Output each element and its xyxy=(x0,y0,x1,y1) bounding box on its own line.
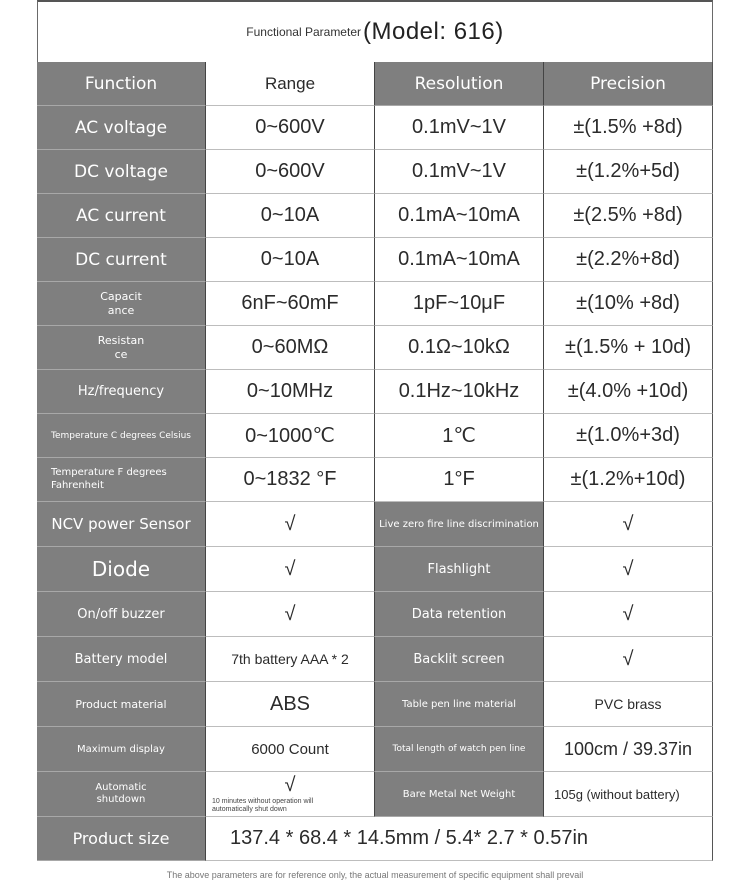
range-value: 0~10A xyxy=(206,194,375,238)
precision-value: ±(10% +8d) xyxy=(544,282,713,326)
header-range: Range xyxy=(206,62,375,106)
feature-label: Product material xyxy=(37,682,206,727)
range-value: 0~10MHz xyxy=(206,370,375,414)
resolution-value: 0.1mA~10mA xyxy=(375,194,544,238)
product-size-row xyxy=(37,817,713,861)
row-label: Resistan ce xyxy=(37,326,206,370)
row-label: Hz/frequency xyxy=(37,370,206,414)
precision-value: ±(1.0%+3d) xyxy=(544,414,713,458)
model-name: (Model: 616) xyxy=(363,18,504,45)
row-label: DC current xyxy=(37,238,206,282)
resolution-value: 0.1Ω~10kΩ xyxy=(375,326,544,370)
feature-row xyxy=(37,547,713,592)
feature-label: On/off buzzer xyxy=(37,592,206,637)
resolution-value: 1pF~10μF xyxy=(375,282,544,326)
disclaimer-footer: The above parameters are for reference only, the actual measurement of specific equipment shall prevail xyxy=(166,870,584,880)
row-label: Capacit ance xyxy=(37,282,206,326)
feature-row xyxy=(37,772,713,817)
resolution-value: 0.1mV~1V xyxy=(375,106,544,150)
feature-label: Automatic shutdown xyxy=(37,772,206,817)
range-value: 0~1832 °F xyxy=(206,458,375,502)
row-label: Temperature F degrees Fahrenheit xyxy=(37,458,206,502)
header-resolution: Resolution xyxy=(375,62,544,106)
table-row xyxy=(37,370,713,414)
feature-label: Battery model xyxy=(37,637,206,682)
pen-length-value: 100cm / 39.37in xyxy=(544,727,713,772)
check-icon: √ xyxy=(544,592,713,637)
row-label: Temperature C degrees Celsius xyxy=(37,414,206,458)
range-value: 0~60MΩ xyxy=(206,326,375,370)
table-row xyxy=(37,150,713,194)
feature-label: Bare Metal Net Weight xyxy=(375,772,544,817)
product-size-value: 137.4 * 68.4 * 14.5mm / 5.4* 2.7 * 0.57in xyxy=(206,817,713,861)
pen-material-value: PVC brass xyxy=(544,682,713,727)
feature-row xyxy=(37,592,713,637)
feature-label: Flashlight xyxy=(375,547,544,592)
feature-label: Live zero fire line discrimination xyxy=(375,502,544,547)
range-value: 0~10A xyxy=(206,238,375,282)
feature-label: NCV power Sensor xyxy=(37,502,206,547)
precision-value: ±(1.5% +8d) xyxy=(544,106,713,150)
resolution-value: 0.1Hz~10kHz xyxy=(375,370,544,414)
precision-value: ±(1.2%+10d) xyxy=(544,458,713,502)
header-function: Function xyxy=(37,62,206,106)
precision-value: ±(2.2%+8d) xyxy=(544,238,713,282)
table-row xyxy=(37,282,713,326)
check-icon: √ xyxy=(544,502,713,547)
table-row xyxy=(37,106,713,150)
range-value: 0~600V xyxy=(206,150,375,194)
max-display-value: 6000 Count xyxy=(206,727,375,772)
row-label: DC voltage xyxy=(37,150,206,194)
precision-value: ±(4.0% +10d) xyxy=(544,370,713,414)
feature-row xyxy=(37,682,713,727)
check-icon: √ xyxy=(544,547,713,592)
weight-value: 105g (without battery) xyxy=(544,772,713,817)
resolution-value: 0.1mV~1V xyxy=(375,150,544,194)
table-row xyxy=(37,194,713,238)
feature-label: Data retention xyxy=(375,592,544,637)
check-icon: √ xyxy=(206,502,375,547)
feature-label: Diode xyxy=(37,547,206,592)
header-precision: Precision xyxy=(544,62,713,106)
precision-value: ±(1.5% + 10d) xyxy=(544,326,713,370)
feature-label: Table pen line material xyxy=(375,682,544,727)
check-icon: √ xyxy=(206,547,375,592)
feature-label: Total length of watch pen line xyxy=(375,727,544,772)
table-row xyxy=(37,326,713,370)
battery-value: 7th battery AAA * 2 xyxy=(206,637,375,682)
resolution-value: 0.1mA~10mA xyxy=(375,238,544,282)
precision-value: ±(2.5% +8d) xyxy=(544,194,713,238)
feature-row xyxy=(37,502,713,547)
table-row xyxy=(37,458,713,502)
table-row xyxy=(37,238,713,282)
table-header-row xyxy=(37,62,713,106)
table-row xyxy=(37,414,713,458)
feature-label: Maximum display xyxy=(37,727,206,772)
page-title xyxy=(38,2,712,62)
resolution-value: 1℃ xyxy=(375,414,544,458)
feature-label: Product size xyxy=(37,817,206,861)
feature-row xyxy=(37,727,713,772)
row-label: AC voltage xyxy=(37,106,206,150)
precision-value: ±(1.2%+5d) xyxy=(544,150,713,194)
auto-shutdown-cell xyxy=(206,772,375,817)
range-value: 6nF~60mF xyxy=(206,282,375,326)
material-value: ABS xyxy=(206,682,375,727)
spec-table xyxy=(37,62,713,861)
range-value: 0~600V xyxy=(206,106,375,150)
feature-row xyxy=(37,637,713,682)
range-value: 0~1000℃ xyxy=(206,414,375,458)
check-icon: √ xyxy=(544,637,713,682)
title-prefix: Functional Parameter xyxy=(246,25,361,39)
check-icon: √ xyxy=(284,774,296,796)
row-label: AC current xyxy=(37,194,206,238)
feature-label: Backlit screen xyxy=(375,637,544,682)
shutdown-note: 10 minutes without operation will automatically shut down xyxy=(212,797,314,813)
resolution-value: 1°F xyxy=(375,458,544,502)
check-icon: √ xyxy=(206,592,375,637)
